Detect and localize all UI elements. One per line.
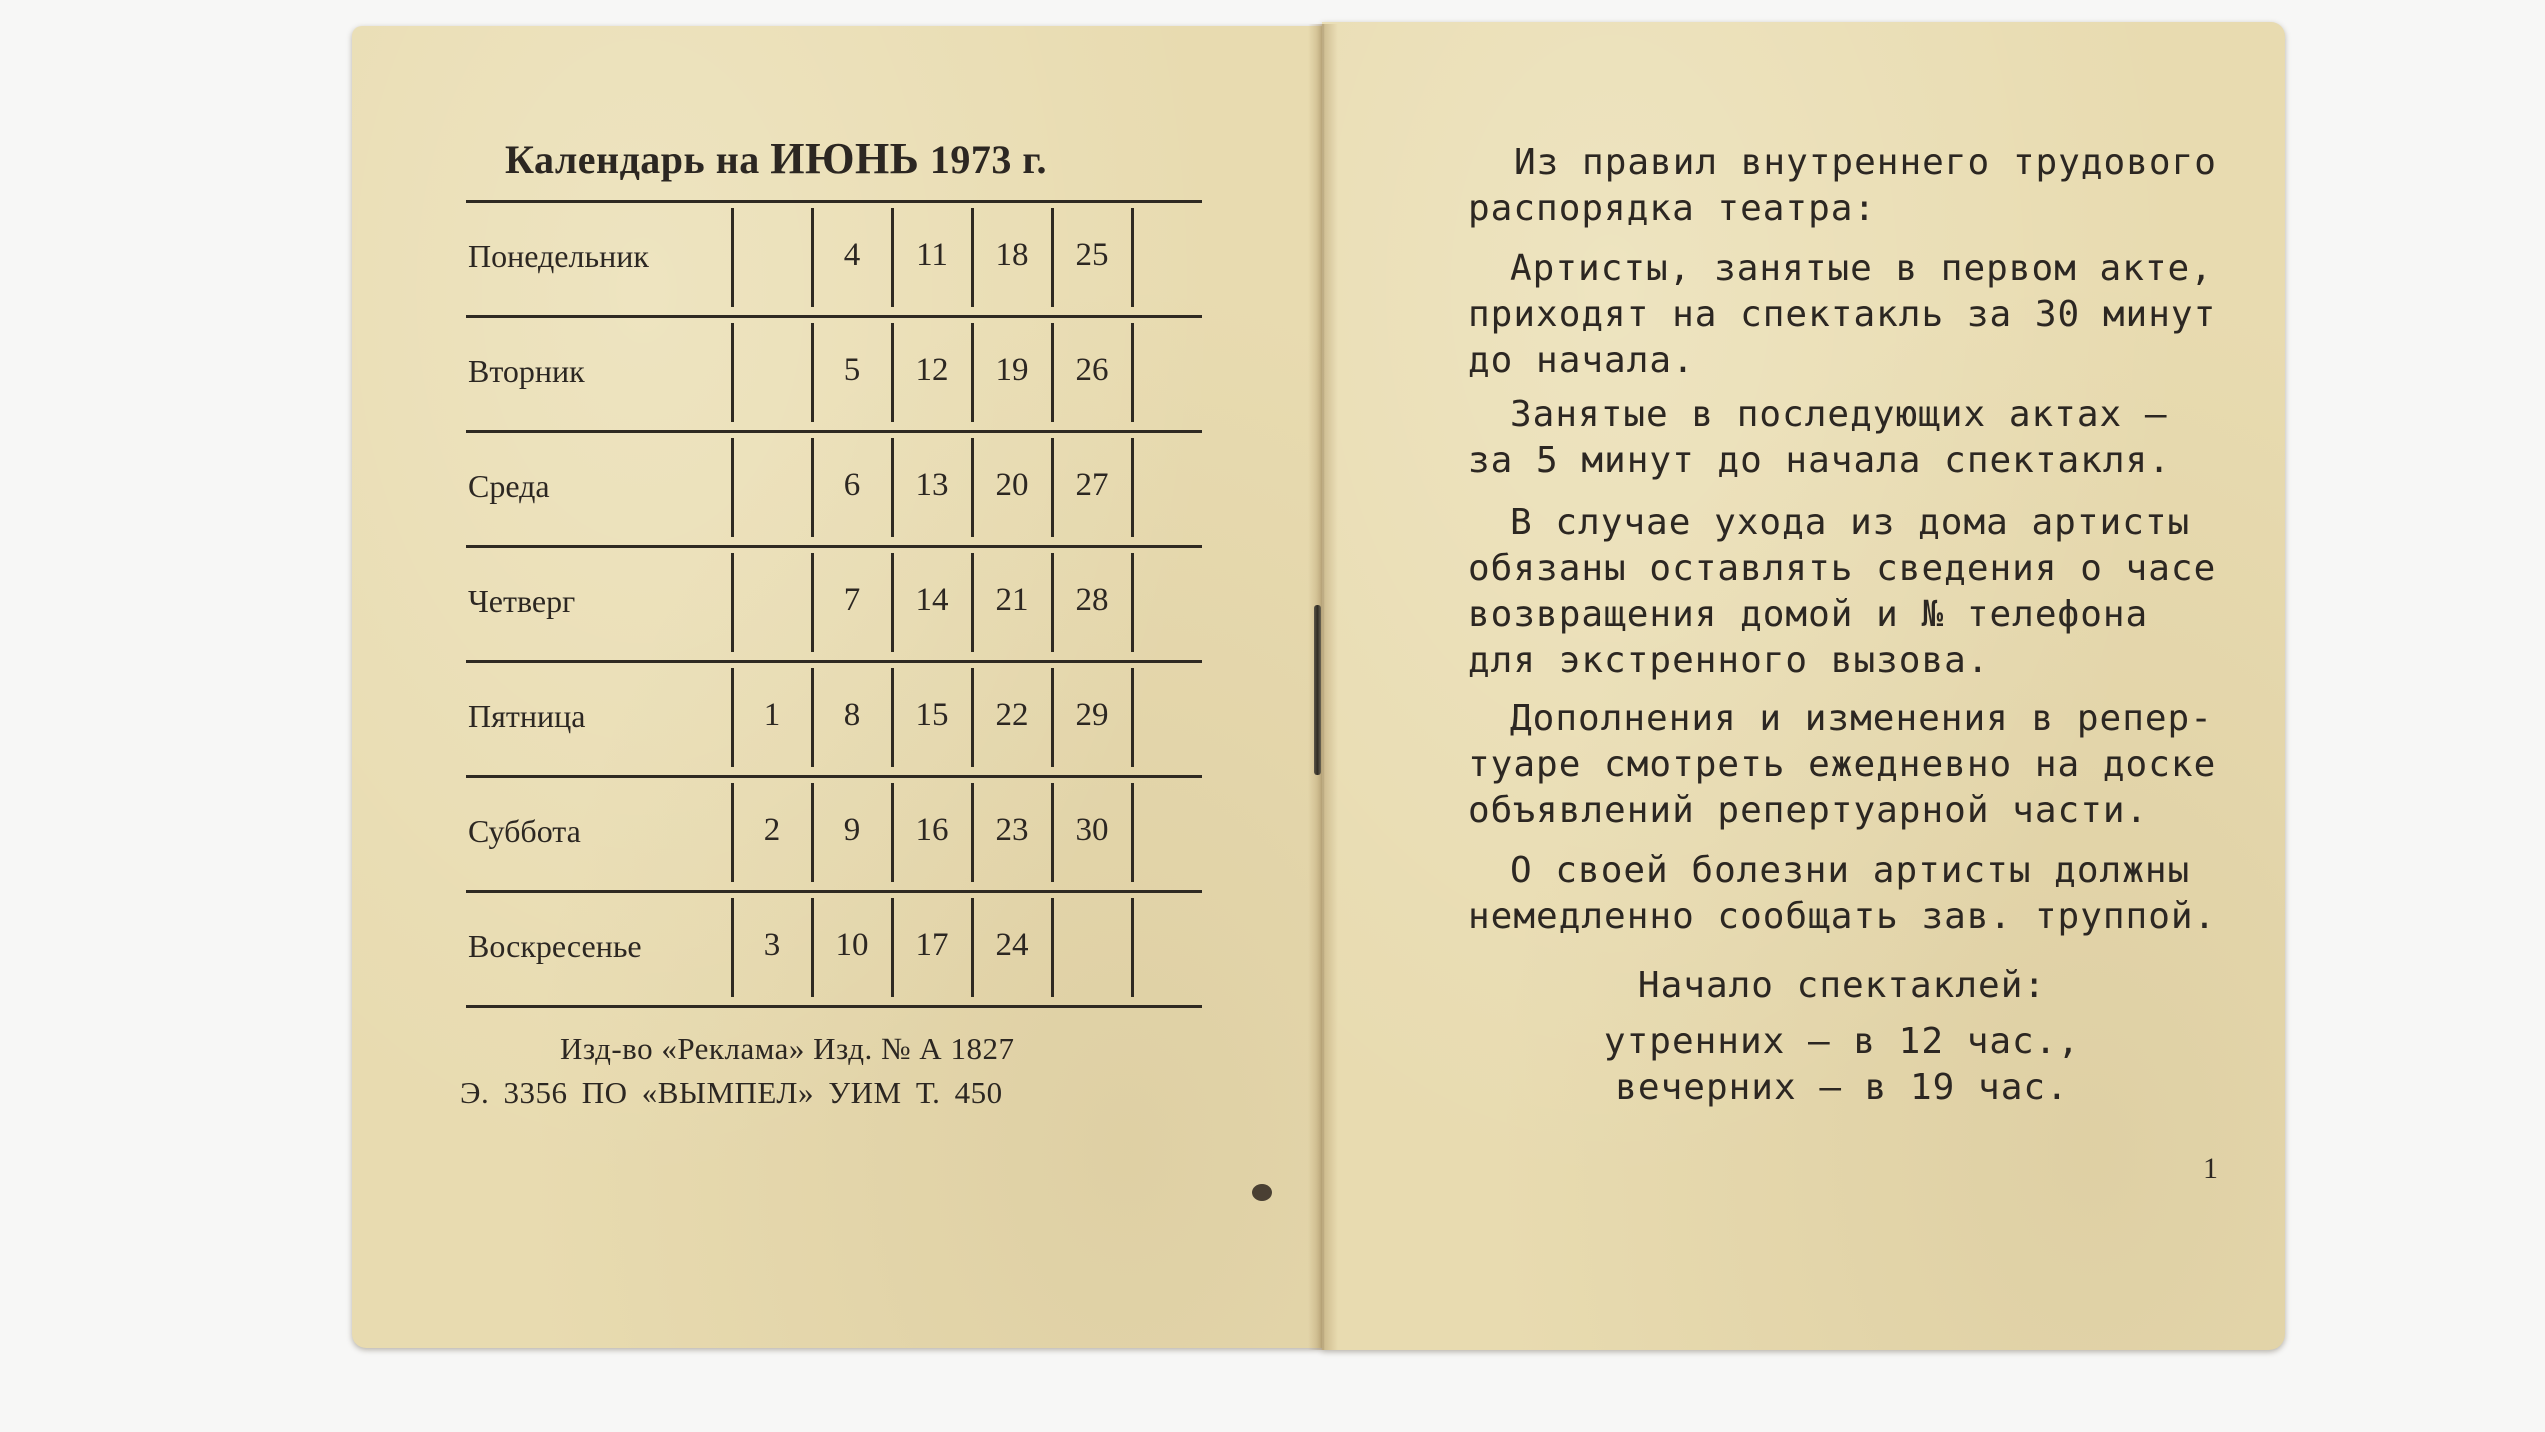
calendar-date-cell: 22 (995, 697, 1029, 733)
rules-paragraph-1 (1468, 246, 2216, 384)
calendar-rule (466, 315, 1202, 318)
start-morning: утренних — в 12 час., (1603, 1021, 2081, 1062)
rules-paragraph-4 (1468, 696, 2216, 834)
calendar-column-rule (1131, 668, 1134, 767)
calendar-date-cell: 3 (763, 927, 781, 963)
calendar-date-cell: 28 (1075, 582, 1109, 618)
calendar-rule (466, 1005, 1202, 1008)
calendar-title (505, 133, 1047, 184)
calendar-date-cell: 17 (915, 927, 949, 963)
imprint-line-1: Изд-во «Реклама» Изд. № А 1827 (560, 1031, 1015, 1066)
rules-paragraph-5 (1468, 848, 2216, 940)
rules-p4-line-1: Дополнения и изменения в репер- (1510, 698, 2213, 739)
calendar-column-rule (1131, 553, 1134, 652)
calendar-date-cell: 2 (763, 812, 781, 848)
calendar-day-name: Вторник (468, 353, 585, 389)
calendar-column-rule (731, 438, 734, 537)
calendar-date-cell: 19 (995, 352, 1029, 388)
calendar-date-cell: 8 (843, 697, 861, 733)
start-times (1468, 963, 2216, 1111)
calendar-date-cell: 18 (995, 237, 1029, 273)
rules-heading (1468, 140, 2216, 232)
calendar-date-cell: 29 (1075, 697, 1109, 733)
rules-p3-line-4: для экстренного вызова. (1468, 640, 1990, 681)
booklet-spine (1308, 24, 1338, 1350)
calendar-date-cell: 24 (995, 927, 1029, 963)
calendar-rule (466, 890, 1202, 893)
calendar-day-name: Пятница (468, 698, 586, 734)
calendar-title-month: ИЮНЬ (770, 134, 920, 183)
rules-p4-line-2: туаре смотреть ежедневно на доске (1468, 744, 2217, 785)
page-number: 1 (2203, 1152, 2218, 1185)
calendar-date-cell: 13 (915, 467, 949, 503)
rules-p2-line-2: за 5 минут до начала спектакля. (1468, 440, 2171, 481)
rules-p1-line-1: Артисты, занятые в первом акте, (1510, 248, 2213, 289)
calendar-column-rule (1051, 898, 1054, 997)
calendar-date-cell: 27 (1075, 467, 1109, 503)
calendar-date-cell: 10 (835, 927, 869, 963)
rules-p4-line-3: объявлений репертуарной части. (1468, 790, 2149, 831)
calendar-column-rule (731, 208, 734, 307)
calendar-day-name: Понедельник (468, 238, 649, 274)
calendar-column-rule (1131, 438, 1134, 537)
calendar-date-cell: 1 (763, 697, 781, 733)
calendar-column-rule (1131, 323, 1134, 422)
calendar-column-rule (731, 323, 734, 422)
rules-p3-line-3: возвращения домой и № телефона (1468, 594, 2149, 635)
rules-p3-line-1: В случае ухода из дома артисты (1510, 502, 2191, 543)
calendar-title-year: 1973 г. (929, 137, 1047, 182)
calendar-date-cell: 5 (843, 352, 861, 388)
rules-p3-line-2: обязаны оставлять сведения о часе (1468, 548, 2217, 589)
calendar-date-cell: 23 (995, 812, 1029, 848)
calendar-date-cell: 12 (915, 352, 949, 388)
calendar-date-cell: 4 (843, 237, 861, 273)
calendar-date-cell: 30 (1075, 812, 1109, 848)
calendar-column-rule (1131, 208, 1134, 307)
rules-p2-line-1: Занятые в последующих актах — (1510, 394, 2168, 435)
rules-p5-line-2: немедленно сообщать зав. труппой. (1468, 896, 2217, 937)
calendar-title-prefix: Календарь на (505, 137, 760, 182)
rules-heading-line-2: распорядка театра: (1468, 188, 1877, 229)
calendar-day-name: Воскресенье (468, 928, 642, 964)
start-heading: Начало спектаклей: (1637, 965, 2047, 1006)
rules-p5-line-1: О своей болезни артисты должны (1510, 850, 2191, 891)
staple (1314, 605, 1321, 775)
calendar-date-cell: 9 (843, 812, 861, 848)
calendar-day-name: Четверг (468, 583, 576, 619)
rules-p1-line-2: приходят на спектакль за 30 минут (1468, 294, 2217, 335)
rules-paragraph-2 (1468, 392, 2216, 484)
calendar-date-cell: 6 (843, 467, 861, 503)
imprint-line-2: Э. 3356 ПО «ВЫМПЕЛ» УИМ Т. 450 (460, 1075, 1003, 1110)
calendar-column-rule (1131, 783, 1134, 882)
calendar-rule (466, 430, 1202, 433)
calendar-rule (466, 200, 1202, 203)
calendar-date-cell: 21 (995, 582, 1029, 618)
ink-spot (1252, 1184, 1272, 1201)
rules-heading-line-1: Из правил внутреннего трудового (1514, 142, 2217, 183)
calendar-date-cell: 11 (916, 237, 948, 273)
calendar-column-rule (1131, 898, 1134, 997)
calendar-table (466, 200, 1202, 1010)
calendar-day-name: Суббота (468, 813, 581, 849)
calendar-date-cell: 15 (915, 697, 949, 733)
calendar-column-rule (731, 553, 734, 652)
rules-p1-line-3: до начала. (1468, 340, 1695, 381)
calendar-date-cell: 20 (995, 467, 1029, 503)
calendar-date-cell: 26 (1075, 352, 1109, 388)
calendar-rule (466, 660, 1202, 663)
calendar-date-cell: 7 (843, 582, 861, 618)
calendar-rule (466, 545, 1202, 548)
calendar-day-name: Среда (468, 468, 550, 504)
start-evening: вечерних — в 19 час. (1615, 1067, 2069, 1108)
calendar-rule (466, 775, 1202, 778)
calendar-date-cell: 14 (915, 582, 949, 618)
rules-paragraph-3 (1468, 500, 2216, 684)
calendar-date-cell: 16 (915, 812, 949, 848)
calendar-date-cell: 25 (1075, 237, 1109, 273)
